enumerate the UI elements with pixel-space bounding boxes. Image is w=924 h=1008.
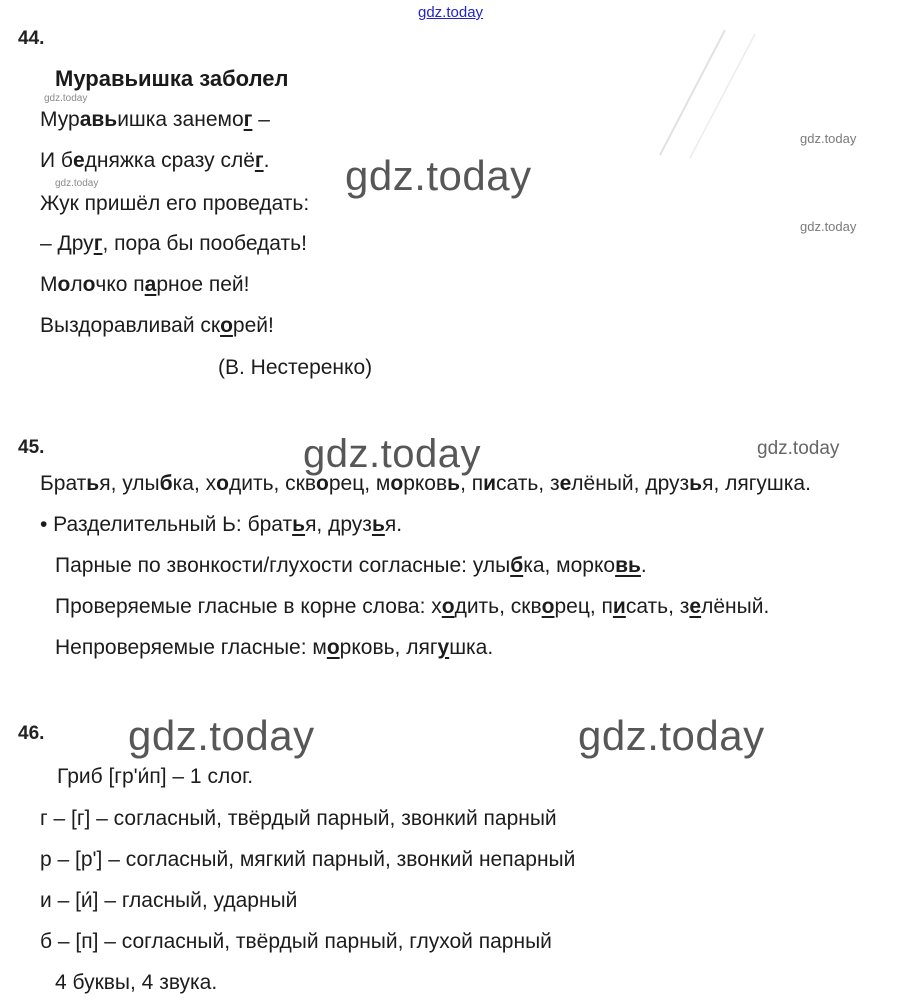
poem-line: – Друг, пора бы пообедать!	[40, 232, 307, 255]
poem-line: И бедняжка сразу слёг.	[40, 149, 270, 172]
watermark-mid-1: gdz.today	[757, 438, 840, 459]
note-line: Проверяемые гласные в корне слова: ходить, скворец, писать, зелёный.	[55, 595, 770, 618]
poem-line: Выздоравливай скорей!	[40, 314, 274, 337]
watermark-big-1: gdz.today	[345, 152, 532, 199]
poem-line: Жук пришёл его проведать:	[40, 192, 310, 215]
phonetic-line: р – [р'] – согласный, мягкий парный, звонкий непарный	[40, 848, 576, 871]
note-line: • Разделительный Ь: братья, друзья.	[40, 513, 403, 536]
phonetic-line: б – [п] – согласный, твёрдый парный, глухой парный	[40, 930, 552, 953]
watermark-tiny-1: gdz.today	[44, 93, 88, 104]
watermark-big-2: gdz.today	[303, 432, 481, 476]
watermark-big-4: gdz.today	[578, 712, 765, 759]
watermark-link-top[interactable]: gdz.today	[418, 4, 484, 21]
poem-line: Молочко парное пей!	[40, 273, 250, 296]
exercise-44-number: 44.	[18, 28, 45, 49]
poem-line: Муравьишка занемог –	[40, 108, 270, 131]
note-line: Парные по звонкости/глухости согласные: улыбка, морковь.	[55, 554, 647, 577]
watermark-big-3: gdz.today	[128, 712, 315, 759]
word-list: Братья, улыбка, ходить, скворец, морковь, писать, зелёный, друзья, лягушка.	[40, 472, 811, 495]
watermark-small-2: gdz.today	[800, 219, 857, 234]
phonetic-footer: 4 буквы, 4 звука.	[55, 971, 218, 994]
phonetic-intro: Гриб [гр'и́п] – 1 слог.	[57, 765, 254, 788]
exercise-46-number: 46.	[18, 723, 45, 744]
phonetic-line: и – [и́] – гласный, ударный	[40, 889, 298, 912]
watermark-tiny-2: gdz.today	[55, 178, 99, 189]
phonetic-line: г – [г] – согласный, твёрдый парный, звонкий парный	[40, 807, 557, 830]
exercise-44-title: Муравьишка заболел	[55, 66, 289, 91]
note-line: Непроверяемые гласные: морковь, лягушка.	[55, 636, 494, 659]
watermark-small-1: gdz.today	[800, 131, 857, 146]
poem-author: (В. Нестеренко)	[218, 356, 373, 379]
exercise-45-number: 45.	[18, 437, 45, 458]
